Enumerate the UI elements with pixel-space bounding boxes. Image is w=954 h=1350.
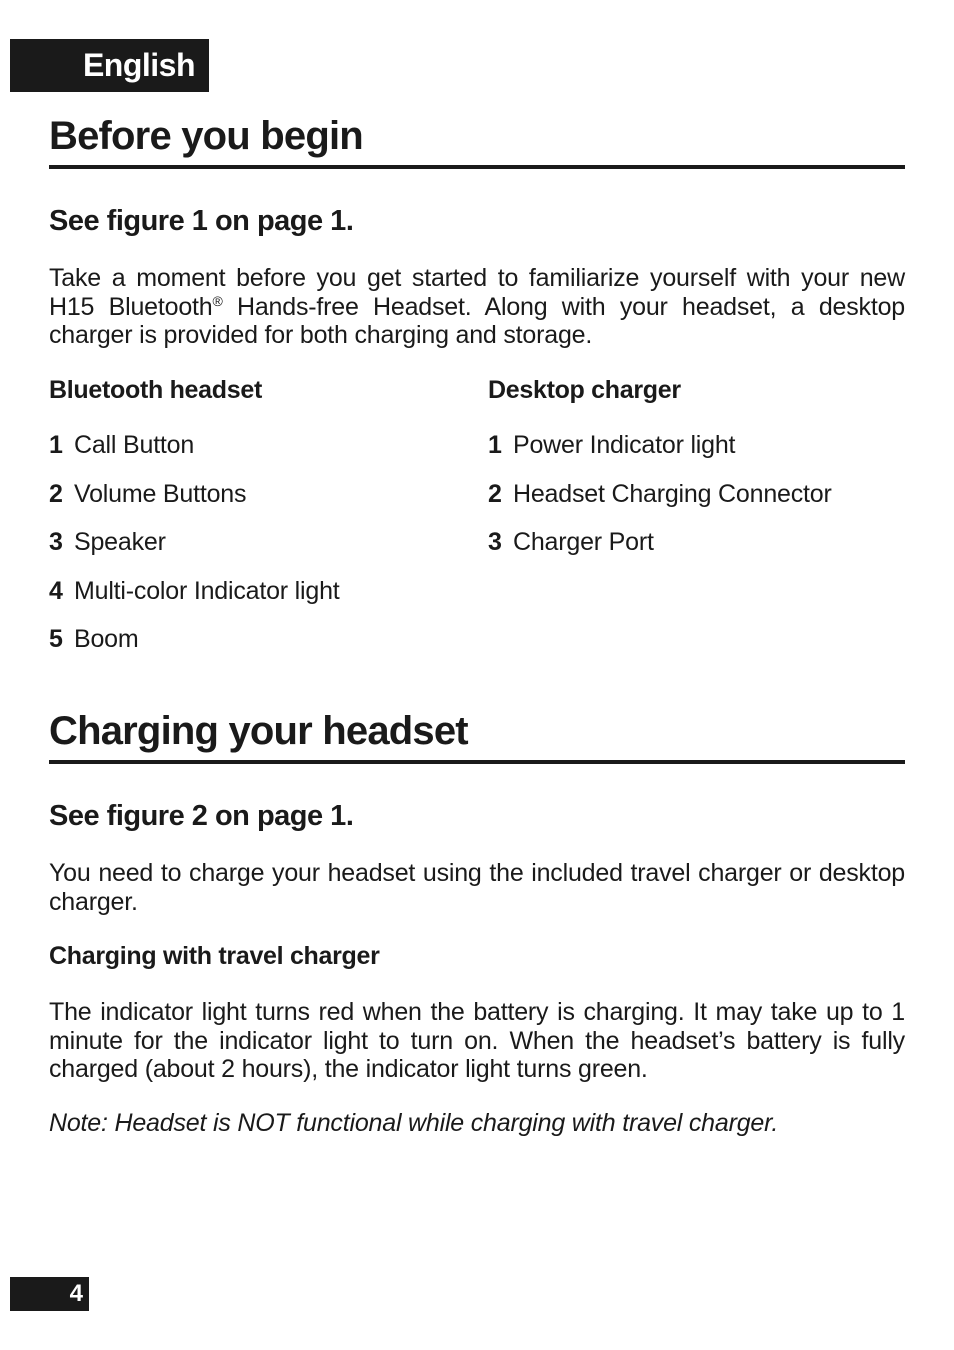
section-title-charging: Charging your headset bbox=[49, 709, 468, 753]
list-item bbox=[49, 430, 340, 479]
section-title-before-you-begin: Before you begin bbox=[49, 114, 363, 158]
item-number: 1 bbox=[488, 431, 502, 459]
list-item bbox=[49, 527, 340, 576]
list-item bbox=[49, 624, 340, 673]
item-label: Power Indicator light bbox=[513, 431, 736, 459]
item-number: 3 bbox=[488, 528, 502, 556]
intro-text-part2: Hands-free Headset. Along with your headset, a desktop charger is provided for both charging and storage. bbox=[49, 292, 905, 349]
figure-reference: See figure 1 on page 1. bbox=[49, 205, 354, 237]
list-item bbox=[49, 576, 340, 625]
item-label: Headset Charging Connector bbox=[513, 479, 832, 508]
item-number: 2 bbox=[488, 479, 502, 508]
list-item bbox=[488, 430, 832, 479]
item-number: 3 bbox=[49, 528, 63, 556]
charger-parts-heading: Desktop charger bbox=[488, 376, 681, 404]
item-label: Multi-color Indicator light bbox=[74, 576, 340, 605]
travel-charger-heading: Charging with travel charger bbox=[49, 942, 380, 970]
headset-parts-heading: Bluetooth headset bbox=[49, 376, 262, 404]
intro-paragraph bbox=[49, 264, 905, 350]
charging-note: Note: Headset is NOT functional while charging with travel charger. bbox=[49, 1109, 779, 1137]
travel-charger-paragraph: The indicator light turns red when the battery is charging. It may take up to 1 minute for the indicator light to turn on. When the headset’s battery is fully charged (about 2 hours), the indicator light turns green. bbox=[49, 998, 905, 1083]
item-number: 5 bbox=[49, 625, 63, 653]
registered-mark: ® bbox=[212, 292, 223, 309]
list-item bbox=[49, 479, 340, 528]
section-divider bbox=[49, 165, 905, 169]
item-label: Boom bbox=[74, 625, 139, 653]
language-tab: English bbox=[10, 39, 209, 92]
item-label: Charger Port bbox=[513, 528, 654, 556]
charging-intro-paragraph: You need to charge your headset using the included travel charger or desktop charger. bbox=[49, 859, 905, 916]
item-label: Volume Buttons bbox=[74, 479, 247, 508]
item-number: 2 bbox=[49, 479, 63, 508]
headset-parts-list bbox=[49, 430, 340, 673]
charger-parts-list bbox=[488, 430, 832, 576]
figure-reference: See figure 2 on page 1. bbox=[49, 800, 354, 832]
item-label: Speaker bbox=[74, 528, 166, 556]
list-item bbox=[488, 527, 832, 576]
item-number: 1 bbox=[49, 431, 63, 459]
item-number: 4 bbox=[49, 576, 63, 605]
section-divider bbox=[49, 760, 905, 764]
intro-text-part1: Take a moment before you get started to familiarize yourself with your new H15 Bluetooth bbox=[49, 264, 905, 321]
page-number: 4 bbox=[10, 1277, 89, 1311]
list-item bbox=[488, 479, 832, 528]
item-label: Call Button bbox=[74, 431, 195, 459]
